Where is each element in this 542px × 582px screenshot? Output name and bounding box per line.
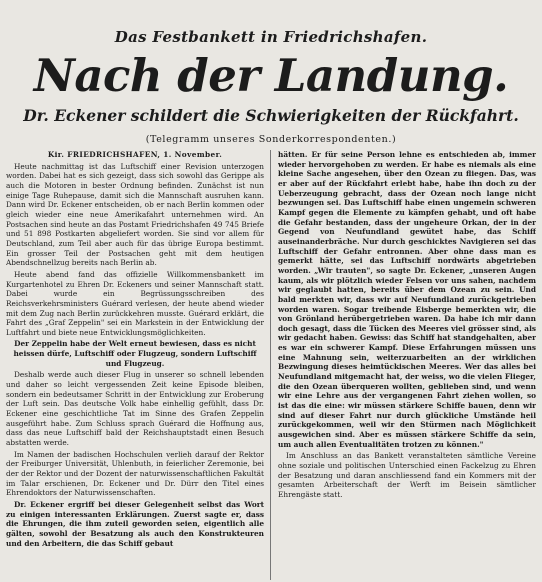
article-column-left bbox=[6, 150, 264, 580]
dateline: Kir. FRIEDRICHSHAFEN, 1. November. bbox=[47, 150, 223, 159]
headline: Nach der Landung. bbox=[33, 49, 509, 102]
section-subheading: Der Zeppelin habe der Welt erneut bewiesen, dass es nicht heissen dürfe, Luftschiff oder Flugzeug, sondern Luftschiff und Flugzeug. bbox=[13, 339, 257, 368]
paragraph-6: hätten. Er für seine Person lehne es entschieden ab, immer wieder hervorgehoben zu werden. Er habe es niemals als eine kleine Sache angesehen, über den Ozean zu fliegen. Das, was er aber auf der Rückfahrt erlebt habe, habe ihn doch zu der Ueberzeugung gebracht, dass der Ozean noch lange nicht bezwungen sei. Das Luftschiff habe einen ungemein schweren Kampf gegen die Elemente zu kämpfen gehabt, und oft habe die Gefahr bestanden, dass der ungeheure Orkan, der in der Gegend von Neufundland gewütet habe, das Schiff auseinanderbräche. Nur durch geschicktes Navigieren sei das Luftschiff der Gefahr entronnen. Aber ohne dass man es gemerkt hätte, sei das Luftschiff nordwärts abgetrieben worden. „Wir trauten", so sagte Dr. Eckener, „unseren Augen kaum, als wir plötzlich wieder Felsen vor uns sahen, nachdem wir geglaubt hatten, bereits über dem Ozean zu sein. Und bald merkten wir, dass wir auf Neufundland zurückgetrieben worden waren. Sogar treibende Eisberge bemerkten wir, die von Grönland herübergetrieben waren. Da habe ich mir dann doch gesagt, dass die Tücken des Meeres viel grösser sind, als wir gedacht haben. Gewiss: das Schiff hat standgehalten, aber es war ein schwerer Kampf. Diese Erfahrungen müssen uns eine Mahnung sein, weiterzuarbeiten an der wirklichen Bezwingung dieses heimtückischen Meeres. Wer das alles bei Neufundland mitgemacht hat, der weiss, wo die vielen Flieger, die den Ozean überqueren wollten, geblieben sind, und wenn wir eine Lehre aus der vergangenen Fahrt ziehen wollen, so ist das die eine: wir müssen stärkere Schiffe bauen, denn wir sind auf dieser Fahrt nur durch glückliche Umstände heil zurückgekommen, weil wir den Stürmen nach Möglichkeit ausgewichen sind. Aber es müssen stärkere Schiffe da sein, um auch allen Eventualitäten trotzen zu können." bbox=[278, 150, 536, 449]
kicker-line: Das Festbankett in Friedrichshafen. bbox=[114, 28, 428, 46]
paragraph-2: Heute abend fand das offizielle Willkommensbankett im Kurgartenhotel zu Ehren Dr. Eckeners und seiner Mannschaft statt. Dabei wurde ein Begrüssungsschreiben des Reichsverkehrsministers Guérard verlesen, der heute abend wieder mit dem Zug nach Berlin zurückkehren musste. Guérard erklärt, die Fahrt des „Graf Zeppelin" sei ein Markstein in der Entwicklung der Luftfahrt und biete neue Entwicklungsmöglichkeiten. bbox=[6, 269, 264, 337]
subheadline: Dr. Eckener schildert die Schwierigkeiten der Rückfahrt. bbox=[23, 106, 519, 125]
paragraph-1: Heute nachmittag ist das Luftschiff einer Revision unterzogen worden. Dabei hat es sich gezeigt, dass sich sowohl das Gerippe als auch die Motoren in bester Ordnung befinden. Zunächst ist nun einige Tage Ruhepause, damit sich die Mannschaft ausruhen kann. Dann wird Dr. Eckener entscheiden, ob er nach Berlin kommen oder gleich wieder eine neue Amerikafahrt unternehmen wird. An Postsachen sind heute an das Postamt Friedrichshafen 49 745 Briefe und 51 898 Postkarten abgeliefert worden. Sie sind vor allem für Deutschland, zum Teil aber auch für das übrige Europa bestimmt. Ein grosser Teil der Postsachen geht mit dem heutigen Abendschnellzug bereits nach Berlin ab. bbox=[6, 161, 264, 268]
paragraph-4: Im Namen der badischen Hochschulen verlieh darauf der Rektor der Freiburger Universität, Uhlenbuth, in feierlicher Zeremonie, bei der der Rektor und der Dozent der naturwissenschaftlichen Fakultät im Talar erschienen, Dr. Eckener und Dr. Dürr den Titel eines Ehrendoktors der Naturwissenschaften. bbox=[6, 449, 264, 498]
article-column-right bbox=[278, 150, 536, 580]
paragraph-5: Dr. Eckener ergriff bei dieser Gelegenheit selbst das Wort zu einigen interessanten Erklärungen. Zuerst sagte er, dass die Ehrungen, die ihm zuteil geworden seien, eigentlich alle gälten, sowohl der Besatzung als auch den Konstrukteuren und den Arbeitern, die das Schiff gebaut bbox=[6, 499, 264, 548]
paragraph-7: Im Anschluss an das Bankett veranstalteten sämtliche Vereine ohne soziale und politischen Unterschied einen Fackelzug zu Ehren der Besatzung und daran anschliessend fand ein Kommers mit der gesamten Arbeiterschaft der Werft im Beisein sämtlicher Ehrengäste statt. bbox=[278, 451, 536, 499]
column-divider bbox=[270, 150, 271, 580]
telegram-note: (Telegramm unseres Sonderkorrespondenten.) bbox=[145, 134, 397, 145]
paragraph-3: Deshalb werde auch dieser Flug in unserer so schnell lebenden und daher so leicht vergessenden Zeit keine Episode bleiben, sondern ein bedeutsamer Schritt in der Entwicklung zur Eroberung der Luft sein. Das deutsche Volk habe einhellig gefühlt, dass Dr. Eckener eine geschichtliche Tat im Sinne des Grafen Zeppelin ausgeführt habe. Zum Schluss sprach Guérard die Hoffnung aus, dass das neue Luftschiff bald der Reichshauptstadt einen Besuch abstatten werde. bbox=[6, 370, 264, 448]
